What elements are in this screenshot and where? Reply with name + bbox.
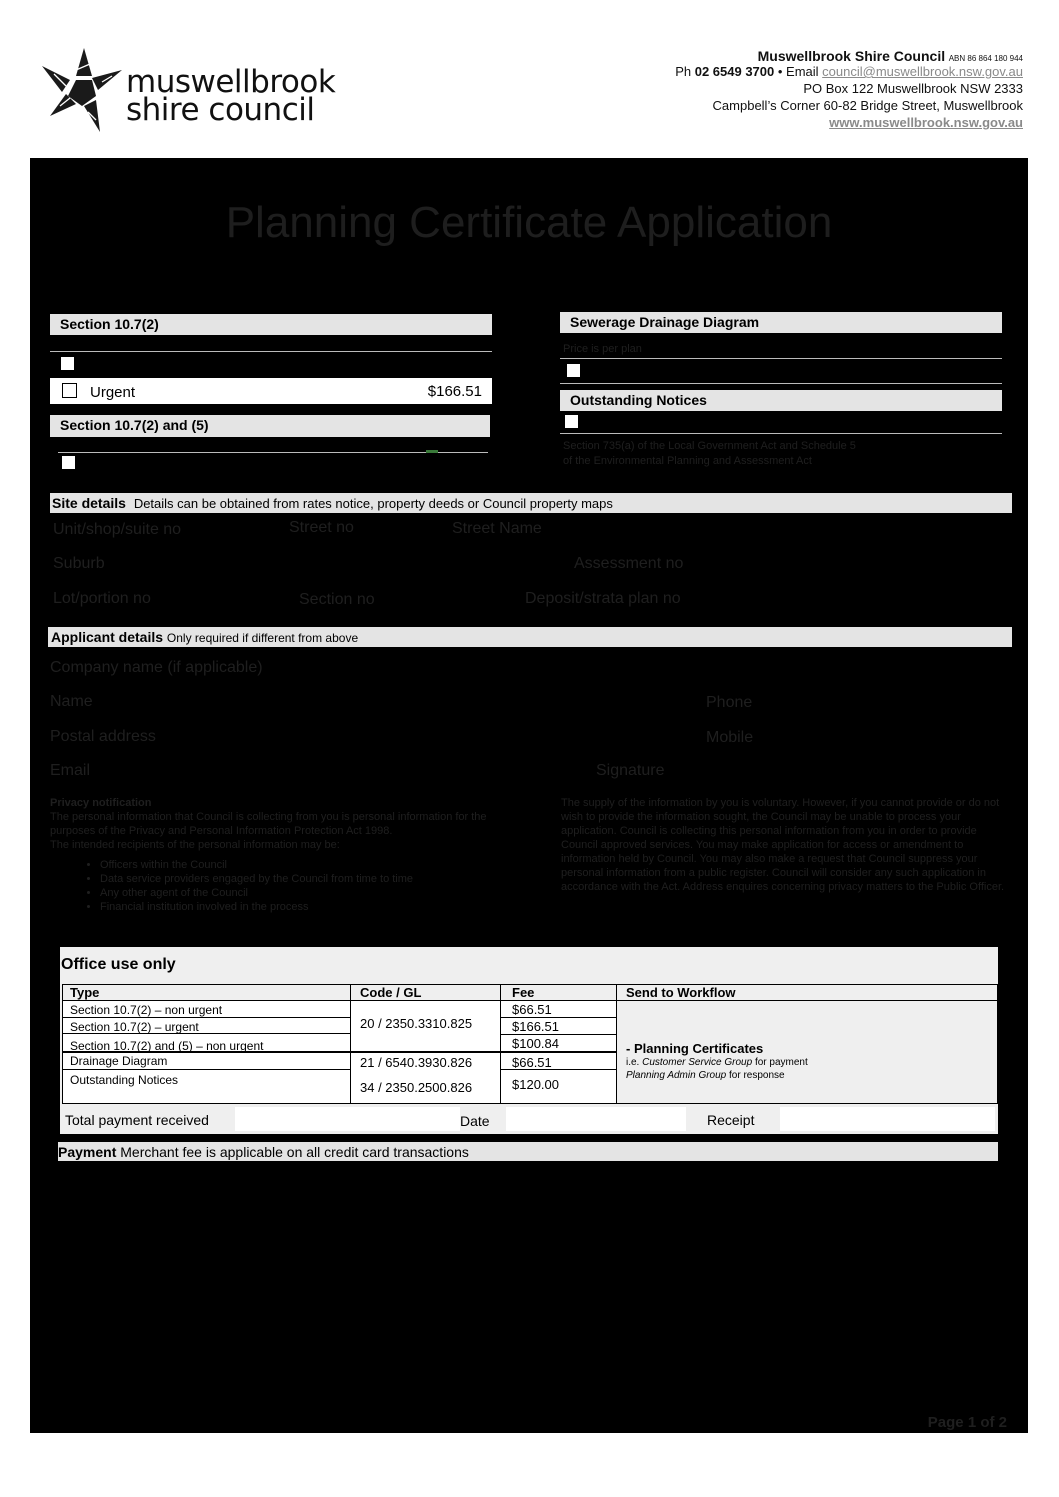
applicant-details-title: Applicant details bbox=[51, 629, 164, 645]
type-cell: Section 10.7(2) and (5) – non urgent bbox=[70, 1039, 264, 1053]
section-107-2-5-header: Section 10.7(2) and (5) bbox=[50, 415, 490, 437]
suburb-label: Suburb bbox=[53, 555, 105, 572]
star-logo-icon bbox=[40, 46, 124, 134]
payment-header bbox=[58, 1142, 998, 1161]
code-cell: 34 / 2350.2500.826 bbox=[360, 1080, 473, 1095]
privacy-heading: Privacy notification bbox=[50, 797, 152, 809]
code-cell: 21 / 6540.3930.826 bbox=[360, 1055, 473, 1070]
type-cell: Section 10.7(2) – non urgent bbox=[70, 1003, 223, 1017]
page-number: Page 1 of 2 bbox=[927, 1414, 1007, 1431]
notices-header: Outstanding Notices bbox=[560, 390, 1002, 411]
street-address: Campbell’s Corner 60-82 Bridge Street, Muswellbrook bbox=[712, 98, 1023, 113]
privacy-bullet: • Data service providers engaged by the Council from time to time bbox=[100, 872, 500, 886]
section-no-label: Section no bbox=[299, 591, 375, 608]
header-org-line bbox=[758, 48, 1023, 64]
street-name-label: Street Name bbox=[452, 520, 542, 537]
type-cell: Section 10.7(2) – urgent bbox=[70, 1020, 199, 1034]
workflow-title: - Planning Certificates bbox=[626, 1041, 764, 1056]
email-prefix: • Email bbox=[777, 64, 819, 79]
email-label: Email bbox=[50, 762, 91, 779]
notices-note-2: of the Environmental Planning and Assessment Act bbox=[563, 455, 812, 467]
postal-label: Postal address bbox=[50, 728, 156, 745]
total-label: Total payment received bbox=[65, 1112, 209, 1128]
street-no-label: Street no bbox=[289, 519, 354, 536]
payment-note: Merchant fee is applicable on all credit card transactions bbox=[120, 1144, 469, 1160]
privacy-p1: The personal information that Council is collecting from you is personal information for the purposes of the Privacy and Personal Information Protection Act 1998. bbox=[50, 811, 487, 837]
fee-cell: $66.51 bbox=[512, 1002, 552, 1017]
applicant-details-header bbox=[48, 627, 1012, 647]
office-use-box bbox=[60, 947, 998, 1134]
sewerage-note: Price is per plan bbox=[563, 343, 642, 355]
divider bbox=[50, 351, 492, 352]
workflow-group-2: Planning Admin Group bbox=[626, 1070, 727, 1081]
table-line bbox=[63, 1069, 350, 1070]
urgent-price: $166.51 bbox=[427, 383, 482, 400]
notices-checkbox[interactable] bbox=[564, 414, 579, 429]
notices-note-1: Section 735(a) of the Local Government Act and Schedule 5 bbox=[563, 440, 856, 452]
privacy-p2: The intended recipients of the personal information may be: bbox=[50, 839, 340, 851]
urgent-checkbox[interactable] bbox=[62, 383, 77, 398]
receipt-label: Receipt bbox=[707, 1112, 755, 1128]
type-cell: Drainage Diagram bbox=[70, 1054, 168, 1068]
po-box: PO Box 122 Muswellbrook NSW 2333 bbox=[803, 81, 1023, 96]
urgent-label: Urgent bbox=[90, 384, 136, 401]
urgent-row bbox=[50, 378, 492, 404]
page-title: Planning Certificate Application bbox=[225, 198, 833, 247]
privacy-bullet: • Officers within the Council bbox=[100, 858, 500, 872]
section-107-2-header: Section 10.7(2) bbox=[50, 314, 492, 335]
abn: ABN 86 864 180 944 bbox=[948, 54, 1023, 63]
divider bbox=[560, 433, 1002, 434]
code-cell: 20 / 2350.3310.825 bbox=[360, 1016, 473, 1031]
fee-cell: $66.51 bbox=[512, 1055, 552, 1070]
phone-prefix: Ph bbox=[675, 64, 692, 79]
workflow-suffix-1: for payment bbox=[754, 1057, 808, 1068]
receipt-field[interactable] bbox=[780, 1107, 995, 1131]
type-cell: Outstanding Notices bbox=[70, 1073, 179, 1087]
logo-line-2: shire council bbox=[126, 92, 315, 128]
header-code: Code / GL bbox=[360, 985, 422, 1000]
workflow-group-1: Customer Service Group bbox=[642, 1057, 753, 1068]
applicant-details-note: Only required if different from above bbox=[166, 631, 359, 645]
section-107-2-5-checkbox[interactable] bbox=[61, 455, 76, 470]
office-use-title: Office use only bbox=[61, 956, 176, 973]
table-line bbox=[501, 1017, 616, 1018]
mobile-label: Mobile bbox=[706, 729, 754, 746]
privacy-bullet: • Financial institution involved in the process bbox=[100, 900, 500, 914]
fee-cell: $120.00 bbox=[512, 1077, 559, 1092]
email-link[interactable]: council@muswellbrook.nsw.gov.au bbox=[822, 64, 1023, 79]
privacy-list bbox=[50, 858, 500, 914]
org-name: Muswellbrook Shire Council bbox=[757, 48, 946, 64]
date-label: Date bbox=[460, 1113, 490, 1129]
site-details-header bbox=[50, 493, 1012, 513]
privacy-right: The supply of the information by you is voluntary. However, if you cannot provide or do not wish to provide the information sought, the Council may be unable to process your application. Council is collecting this personal information from you in order to provide Council approved services. You may make application for access or amendment to information held by Council. You may also make a request that Council suppress your personal information from a public register. Council will consider any such application in accordance with the Act. Address enquires concerning privacy matters to the Public Officer. bbox=[561, 797, 1005, 893]
privacy-left bbox=[50, 796, 500, 914]
sewerage-checkbox[interactable] bbox=[566, 363, 581, 378]
divider bbox=[560, 358, 1002, 359]
lot-label: Lot/portion no bbox=[53, 590, 151, 607]
name-label: Name bbox=[50, 693, 93, 710]
fee-cell: $100.84 bbox=[512, 1036, 559, 1051]
divider bbox=[58, 452, 488, 453]
signature-label: Signature bbox=[596, 762, 665, 779]
workflow-line-1 bbox=[626, 1057, 808, 1068]
payment-title: Payment bbox=[58, 1144, 117, 1160]
table-line bbox=[501, 1034, 616, 1035]
workflow-suffix-2: for response bbox=[729, 1070, 785, 1081]
council-logo bbox=[40, 46, 340, 136]
header-fee: Fee bbox=[512, 985, 535, 1000]
marker bbox=[426, 450, 438, 453]
site-details-note: Details can be obtained from rates notice, property deeds or Council property maps bbox=[133, 496, 613, 511]
unit-label: Unit/shop/suite no bbox=[53, 521, 182, 538]
table-line bbox=[616, 984, 617, 1104]
deposit-label: Deposit/strata plan no bbox=[525, 590, 681, 607]
sewerage-header: Sewerage Drainage Diagram bbox=[560, 312, 1002, 333]
site-details-title: Site details bbox=[52, 495, 126, 511]
workflow-prefix: i.e. bbox=[626, 1057, 640, 1068]
header-contact-line bbox=[675, 64, 1023, 79]
workflow-line-2 bbox=[626, 1070, 785, 1081]
assessment-label: Assessment no bbox=[574, 555, 684, 572]
header-workflow: Send to Workflow bbox=[626, 985, 736, 1000]
total-field[interactable] bbox=[235, 1107, 460, 1131]
logo-line-1: muswellbrook bbox=[126, 64, 336, 100]
phone-number: 02 6549 3700 bbox=[694, 64, 775, 79]
date-field[interactable] bbox=[506, 1107, 686, 1131]
company-label: Company name (if applicable) bbox=[50, 659, 263, 676]
privacy-bullet: • Any other agent of the Council bbox=[100, 886, 500, 900]
phone-label: Phone bbox=[706, 694, 753, 711]
section-107-2-checkbox[interactable] bbox=[60, 356, 75, 371]
divider bbox=[560, 383, 1002, 384]
fee-cell: $166.51 bbox=[512, 1019, 559, 1034]
table-line bbox=[63, 1017, 350, 1018]
header-type: Type bbox=[70, 985, 100, 1000]
website-link[interactable]: www.muswellbrook.nsw.gov.au bbox=[829, 115, 1023, 130]
